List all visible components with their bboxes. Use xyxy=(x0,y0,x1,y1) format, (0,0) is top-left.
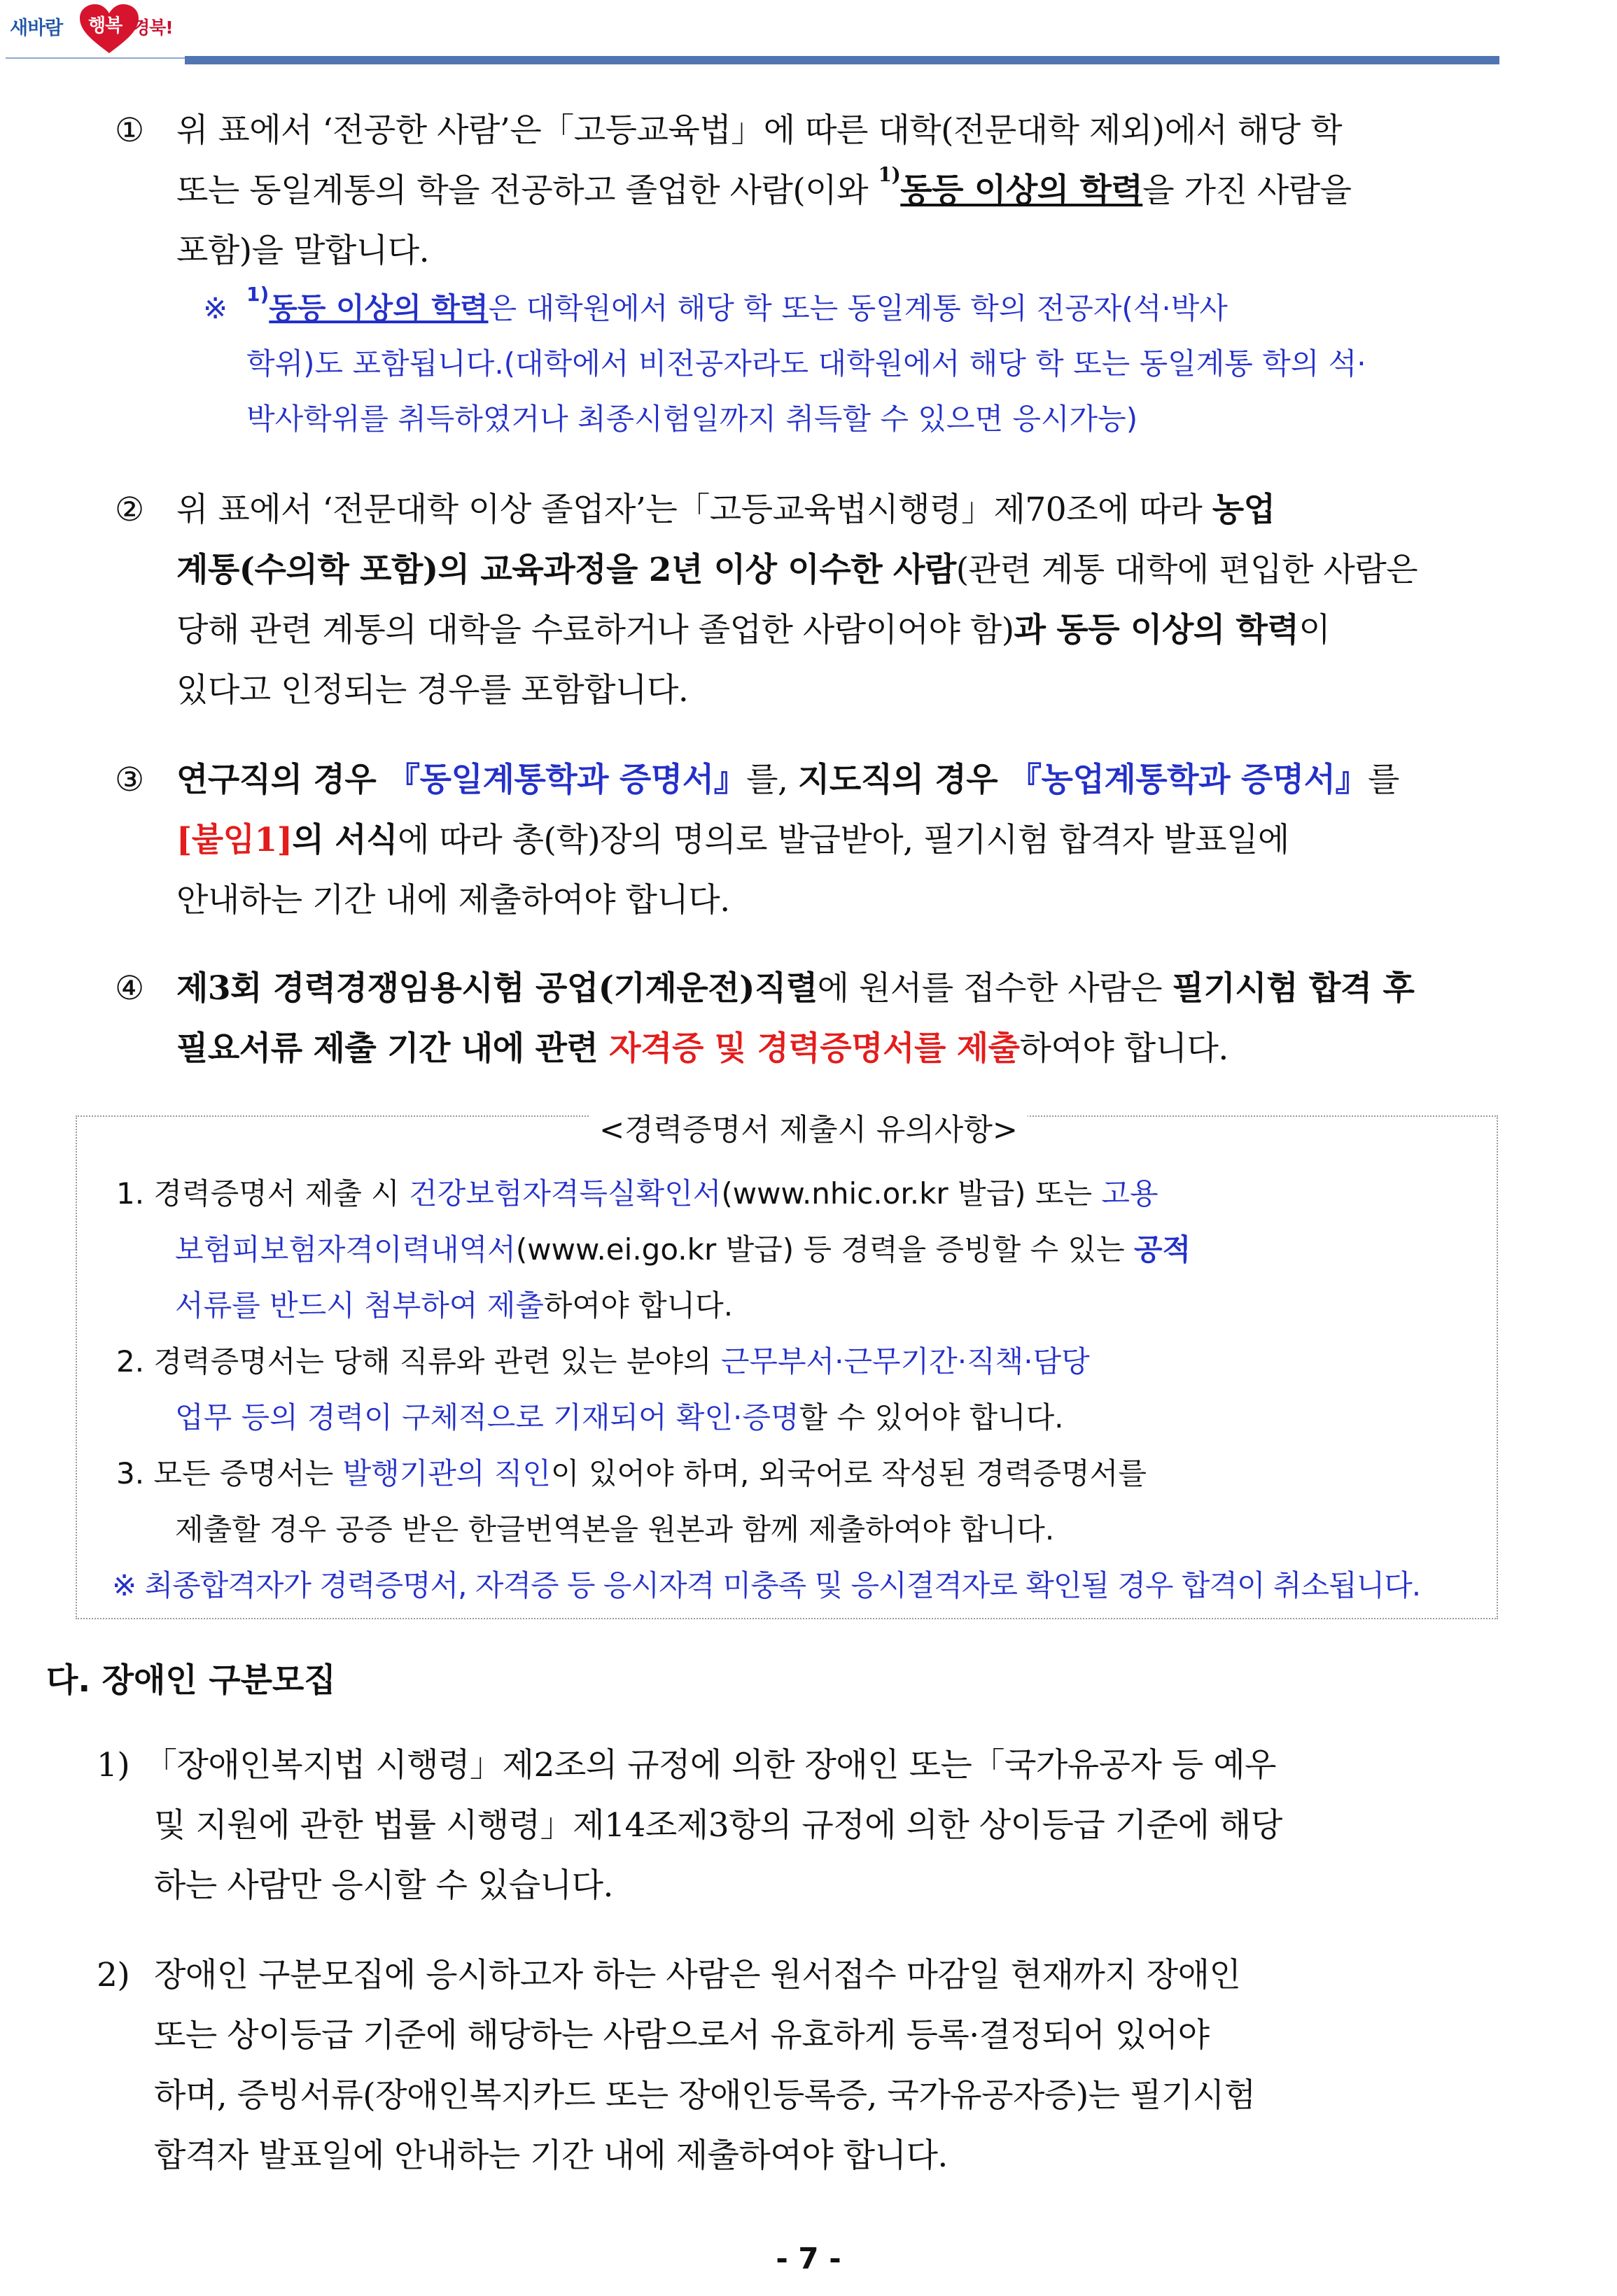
item2-line3: 당해 관련 계통의 대학을 수료하거나 졸업한 사람이어야 함)과 동등 이상의 학력이 xyxy=(176,611,1331,649)
section-p1-line2: 및 지원에 관한 법률 시행령」제14조제3항의 규정에 의한 상이등급 기준에 해당 xyxy=(154,1806,1282,1845)
section-p1-line3: 하는 사람만 응시할 수 있습니다. xyxy=(154,1866,613,1905)
notice-warning: ※ 최종합격자가 경력증명서, 자격증 등 응시자격 미충족 및 응시결격자로 확인될 경우 합격이 취소됩니다. xyxy=(112,1568,1421,1603)
item2-line1: ② 위 표에서 ‘전문대학 이상 졸업자’는「고등교육법시행령」제70조에 따라 농업 xyxy=(115,480,1275,540)
item2-marker: ② xyxy=(115,491,144,529)
notice-item1-line1: 1. 경력증명서 제출 시 건강보험자격득실확인서(www.nhic.or.kr 발급) 또는 고용 xyxy=(116,1176,1158,1211)
item1-note-line2: 학위)도 포함됩니다.(대학에서 비전공자라도 대학원에서 해당 학 또는 동일계통 학의 석· xyxy=(246,346,1366,381)
item3-line1: ③ 연구직의 경우 『동일계통학과 증명서』를, 지도직의 경우 『농업계통학과 증명서』를 xyxy=(115,750,1399,810)
equivalent-degree-term: 동등 이상의 학력 xyxy=(900,171,1143,210)
notice-item1-line3: 서류를 반드시 첨부하여 제출하여야 합니다. xyxy=(175,1288,734,1323)
section-p2-line2: 또는 상이등급 기준에 해당하는 사람으로서 유효하게 등록·결정되어 있어야 xyxy=(154,2016,1210,2055)
item1-line3: 포함)을 말합니다. xyxy=(176,232,430,270)
item1-line2: 또는 동일계통의 학을 전공하고 졸업한 사람(이와 $^{1)}$동등 이상의 학력을 가진 사람을 xyxy=(176,163,1352,210)
logo-text-right: 경북! xyxy=(133,17,173,38)
logo-text-mid: 행복 xyxy=(88,15,122,36)
item1-line1: ① 위 표에서 ‘전공한 사람’은「고등교육법」에 따른 대학(전문대학 제외)에서 해당 학 xyxy=(115,101,1342,161)
section-title: 다. 장애인 구분모집 xyxy=(46,1661,336,1700)
notice-item1-line2: 보험피보험자격이력내역서(www.ei.go.kr 발급) 등 경력을 증빙할 수 있는 공적 xyxy=(175,1232,1191,1267)
item4-line2: 필요서류 제출 기간 내에 관련 자격증 및 경력증명서를 제출하여야 합니다. xyxy=(176,1029,1228,1068)
item3-line3: 안내하는 기간 내에 제출하여야 합니다. xyxy=(176,881,730,920)
item2-line2: 계통(수의학 포함)의 교육과정을 2년 이상 이수한 사람(관련 계통 대학에 편입한 사람은 xyxy=(176,551,1418,589)
item3-line2: [붙임1]의 서식에 따라 총(학)장의 명의로 발급받아, 필기시험 합격자 발표일에 xyxy=(176,821,1289,859)
item1-marker: ① xyxy=(115,111,144,150)
section-p1-line1: 1) 「장애인복지법 시행령」제2조의 규정에 의한 장애인 또는「국가유공자 등 예우 xyxy=(97,1746,1277,1784)
notice-item3-line2: 제출할 경우 공증 받은 한글번역본을 원본과 함께 제출하여야 합니다. xyxy=(175,1512,1055,1547)
logo-text-left: 새바람 xyxy=(10,17,63,39)
item4-marker: ④ xyxy=(115,969,144,1008)
item2-line4: 있다고 인정되는 경우를 포함합니다. xyxy=(176,671,689,710)
notice-title: <경력증명서 제출시 유의사항> xyxy=(0,1102,1617,1158)
logo xyxy=(6,3,188,56)
notice-item3-line1: 3. 모든 증명서는 발행기관의 직인이 있어야 하며, 외국어로 작성된 경력증명서를 xyxy=(116,1456,1147,1491)
notice-item2-line1: 2. 경력증명서는 당해 직류와 관련 있는 분야의 근무부서·근무기간·직책·담당 xyxy=(116,1344,1090,1379)
section-p2-line1: 2) 장애인 구분모집에 응시하고자 하는 사람은 원서접수 마감일 현재까지 장애인 xyxy=(97,1956,1241,1994)
header-rule-thick xyxy=(185,56,1499,64)
item3-marker: ③ xyxy=(115,761,144,799)
item1-note-line3: 박사학위를 취득하였거나 최종시험일까지 취득할 수 있으면 응시가능) xyxy=(246,402,1138,436)
item4-line1: ④ 제3회 경력경쟁임용시험 공업(기계운전)직렬에 원서를 접수한 사람은 필기시험 합격 후 xyxy=(115,959,1414,1019)
section-p2-line4: 합격자 발표일에 안내하는 기간 내에 제출하여야 합니다. xyxy=(154,2136,948,2175)
notice-item2-line2: 업무 등의 경력이 구체적으로 기재되어 확인·증명할 수 있어야 합니다. xyxy=(175,1400,1064,1435)
note-mark: ※ xyxy=(203,291,228,325)
page-number: - 7 - xyxy=(776,2241,841,2276)
item1-note-line1: ※ $^{1)}$동등 이상의 학력은 대학원에서 해당 학 또는 동일계통 학의 전공자(석·박사 xyxy=(203,281,1228,336)
attachment-ref: [붙임1] xyxy=(176,821,293,859)
section-p2-line3: 하며, 증빙서류(장애인복지카드 또는 장애인등록증, 국가유공자증)는 필기시험 xyxy=(154,2076,1256,2115)
